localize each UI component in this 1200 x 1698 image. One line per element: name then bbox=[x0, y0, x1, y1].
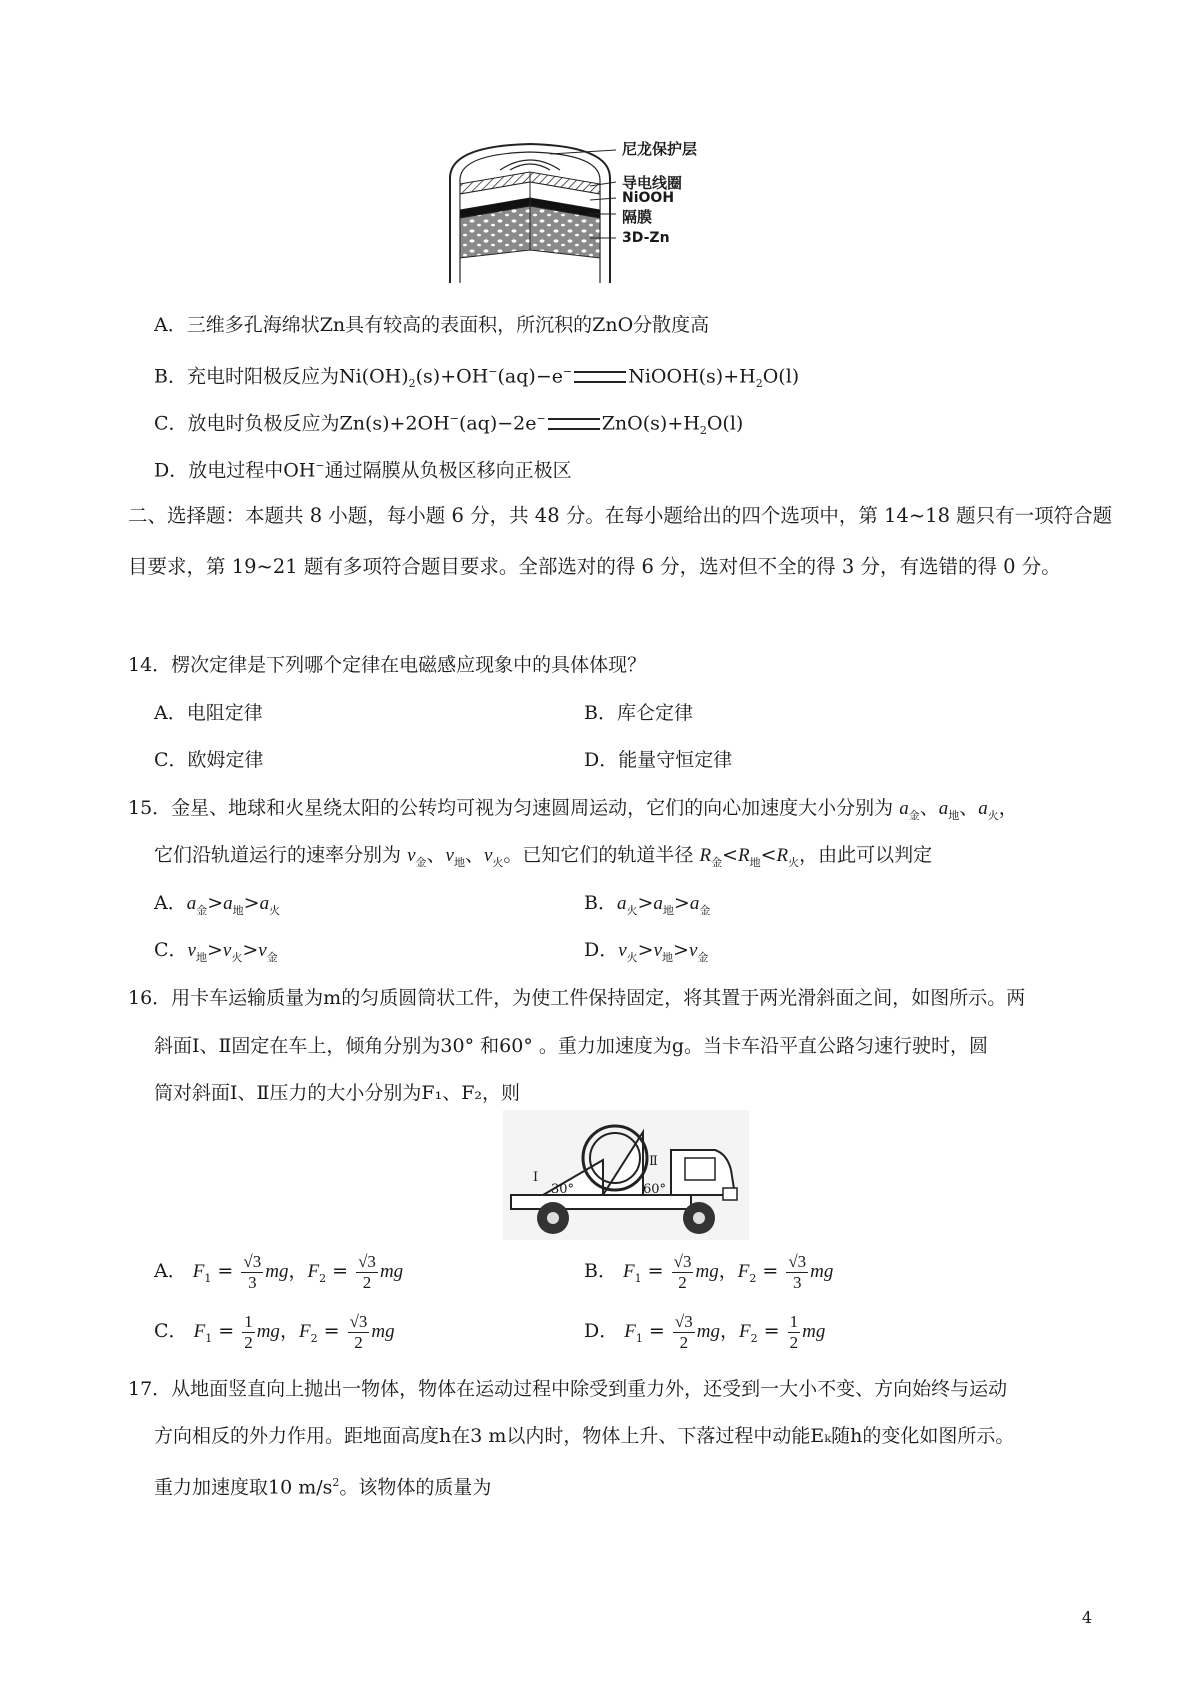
q15-a-s3: 火 bbox=[269, 903, 281, 917]
q15-v-huo-sub: 火 bbox=[492, 855, 504, 869]
q15-a-huo-sub: 火 bbox=[987, 808, 999, 822]
q15-option-d: D．$v_火>v_地>v_金$ bbox=[584, 939, 709, 964]
q15-a-label: A． bbox=[154, 892, 187, 914]
q15-option-c: C．$v_地>v_火>v_金$ bbox=[154, 939, 278, 964]
q15-line2-prefix: 它们沿轨道运行的速率分别为 bbox=[154, 844, 402, 866]
label-separator: 隔膜 bbox=[622, 208, 653, 226]
q14-option-d: D．能量守恒定律 bbox=[584, 749, 733, 771]
q13-c-part3: ZnO(s)+H bbox=[601, 412, 700, 435]
q17-line3-prefix: 重力加速度取10 m/s bbox=[154, 1476, 333, 1499]
q16-option-b: B． $F_1$ = $\frac{√3}{2}$ mg，$F_2$ = $\frac{√3}{3}$ mg bbox=[584, 1251, 834, 1292]
q13-b-equal-sign bbox=[574, 371, 626, 383]
page-number: 4 bbox=[1081, 1608, 1092, 1627]
q15-stem-line2: 它们沿轨道运行的速率分别为 $v_金$、$v_地$、$v_火$。已知它们的轨道半径 $R_金<R_地<R_火$，由此可以判定 bbox=[154, 844, 933, 869]
q15-r-huo-sub: 火 bbox=[788, 855, 800, 869]
q13-b-part2: (s)+OH bbox=[415, 365, 489, 388]
q16-option-d: D． $F_1$ = $\frac{√3}{2}$ mg，$F_2$ = $\frac{1}{2}$ mg bbox=[584, 1311, 826, 1352]
q13-b-part5: O(l) bbox=[762, 365, 800, 388]
q15-c-s1: 地 bbox=[195, 950, 207, 964]
q15-line2-mid: 。已知它们的轨道半径 bbox=[503, 844, 694, 866]
q15-d-label: D． bbox=[584, 939, 619, 961]
q13-option-c bbox=[154, 406, 743, 444]
q13-option-b bbox=[154, 359, 799, 397]
q15-b-s3: 金 bbox=[699, 903, 711, 917]
q16-stem-line1: 16．用卡车运输质量为m的匀质圆筒状工件，为使工件保持固定，将其置于两光滑斜面之间，如图所示。两 bbox=[128, 987, 1026, 1009]
q13-option-d bbox=[154, 453, 572, 483]
q14-stem: 14．楞次定律是下列哪个定律在电磁感应现象中的具体体现？ bbox=[128, 654, 647, 676]
q16-stem-line3: 筒对斜面Ⅰ、Ⅱ压力的大小分别为F₁、F₂，则 bbox=[154, 1082, 521, 1104]
q15-a-jin-sub: 金 bbox=[908, 808, 920, 822]
section-2-instructions: 二、选择题：本题共 8 小题，每小题 6 分，共 48 分。在每小题给出的四个选项中，第 14~18 题只有一项符合题目要求，第 19~21 题有多项符合题目要求。全部选对的得 6 分，选对但不全的得 3 分，有选错的得 0 分。 bbox=[128, 504, 1113, 578]
q15-v-jin-sub: 金 bbox=[415, 855, 427, 869]
label-conductive-coil: 导电线圈 bbox=[622, 174, 683, 192]
q15-c-s3: 金 bbox=[266, 950, 278, 964]
q14-option-c: C．欧姆定律 bbox=[154, 749, 264, 771]
battery-diagram-svg bbox=[440, 138, 710, 288]
q13-b-sup2: − bbox=[563, 365, 573, 378]
q17-stem-line1: 17．从地面竖直向上抛出一物体，物体在运动过程中除受到重力外，还受到一大小不变、方向始终与运动 bbox=[128, 1378, 1008, 1400]
q15-c-s2: 火 bbox=[231, 950, 243, 964]
q13-d-part1: D．放电过程中OH bbox=[154, 459, 316, 482]
q13-d-part2: 通过隔膜从负极区移向正极区 bbox=[324, 459, 572, 482]
q15-b-label: B． bbox=[584, 892, 617, 914]
label-niooh: NiOOH bbox=[622, 190, 675, 206]
q15-r-di-sub: 地 bbox=[749, 855, 761, 869]
q17-stem-line2: 方向相反的外力作用。距地面高度h在3 m以内时，物体上升、下落过程中动能Eₖ随h的变化如图所示。 bbox=[154, 1425, 1015, 1447]
q15-d-s1: 火 bbox=[626, 950, 638, 964]
q13-b-part1: B．充电时阳极反应为Ni(OH) bbox=[154, 365, 409, 388]
q15-c-label: C． bbox=[154, 939, 188, 961]
q13-option-a: A．三维多孔海绵状Zn具有较高的表面积，所沉积的ZnO分散度高 bbox=[154, 314, 710, 336]
q16-b-label: B． bbox=[584, 1260, 617, 1282]
q15-stem-line1: 15．金星、地球和火星绕太阳的公转均可视为匀速圆周运动，它们的向心加速度大小分别为 $a_金$、$a_地$、$a_火$， bbox=[128, 797, 1018, 822]
truck-svg bbox=[503, 1110, 749, 1240]
q13-b-sup: − bbox=[488, 365, 498, 378]
q15-a-di-sub: 地 bbox=[948, 808, 960, 822]
q16-option-c: C． $F_1$ = $\frac{1}{2}$ mg，$F_2$ = $\frac{√3}{2}$ mg bbox=[154, 1311, 395, 1352]
q15-a-s1: 金 bbox=[196, 903, 208, 917]
q15-b-s1: 火 bbox=[626, 903, 638, 917]
q17-stem-line3 bbox=[154, 1470, 491, 1500]
q15-r-jin-sub: 金 bbox=[711, 855, 723, 869]
q13-c-equal-sign bbox=[548, 418, 600, 430]
q13-c-sub: 2 bbox=[699, 424, 707, 438]
truck-label-slope-1: Ⅰ bbox=[533, 1170, 539, 1185]
q15-stem-text: 15．金星、地球和火星绕太阳的公转均可视为匀速圆周运动，它们的向心加速度大小分别为 bbox=[128, 797, 894, 819]
q17-line3-sup: 2 bbox=[332, 1476, 340, 1489]
q15-a-s2: 地 bbox=[232, 903, 244, 917]
q15-option-a: A．$a_金>a_地>a_火$ bbox=[154, 892, 281, 917]
q13-c-part1: C．放电时负极反应为Zn(s)+2OH bbox=[154, 412, 450, 435]
q13-c-sup2: − bbox=[536, 412, 546, 425]
q14-option-a: A．电阻定律 bbox=[154, 702, 263, 724]
q13-b-sub2: 2 bbox=[755, 377, 763, 391]
truck-label-30deg: 30° bbox=[551, 1182, 575, 1197]
q16-c-label: C． bbox=[154, 1320, 188, 1342]
q13-b-sub: 2 bbox=[408, 377, 416, 391]
q13-c-sup: − bbox=[449, 412, 459, 425]
q16-option-a: A． $F_1$ = $\frac{√3}{3}$ mg，$F_2$ = $\frac{√3}{2}$ mg bbox=[154, 1251, 404, 1292]
q15-b-s2: 地 bbox=[662, 903, 674, 917]
label-3d-zn: 3D-Zn bbox=[622, 230, 670, 246]
q13-b-part3: (aq)−e bbox=[497, 365, 563, 388]
battery-figure bbox=[440, 138, 710, 288]
q13-c-part4: O(l) bbox=[706, 412, 744, 435]
truck-figure bbox=[503, 1110, 749, 1240]
q13-b-part4: NiOOH(s)+H bbox=[628, 365, 756, 388]
q16-a-label: A． bbox=[154, 1260, 187, 1282]
q13-c-part2: (aq)−2e bbox=[458, 412, 537, 435]
q15-d-s2: 地 bbox=[662, 950, 674, 964]
q15-option-b: B．$a_火>a_地>a_金$ bbox=[584, 892, 711, 917]
label-nylon-layer: 尼龙保护层 bbox=[622, 140, 698, 158]
q16-d-label: D． bbox=[584, 1320, 619, 1342]
q15-v-di-sub: 地 bbox=[453, 855, 465, 869]
truck-label-60deg: 60° bbox=[643, 1182, 667, 1197]
q15-line2-end: ，由此可以判定 bbox=[799, 844, 933, 866]
q17-line3-end: 。该物体的质量为 bbox=[339, 1476, 492, 1499]
truck-label-slope-2: Ⅱ bbox=[649, 1154, 658, 1169]
q16-stem-line2: 斜面Ⅰ、Ⅱ固定在车上，倾角分别为30° 和60° 。重力加速度为g。当卡车沿平直公路匀速行驶时，圆 bbox=[154, 1035, 989, 1057]
q13-d-sup: − bbox=[315, 459, 325, 472]
q15-d-s3: 金 bbox=[697, 950, 709, 964]
q14-option-b: B．库仑定律 bbox=[584, 702, 693, 724]
